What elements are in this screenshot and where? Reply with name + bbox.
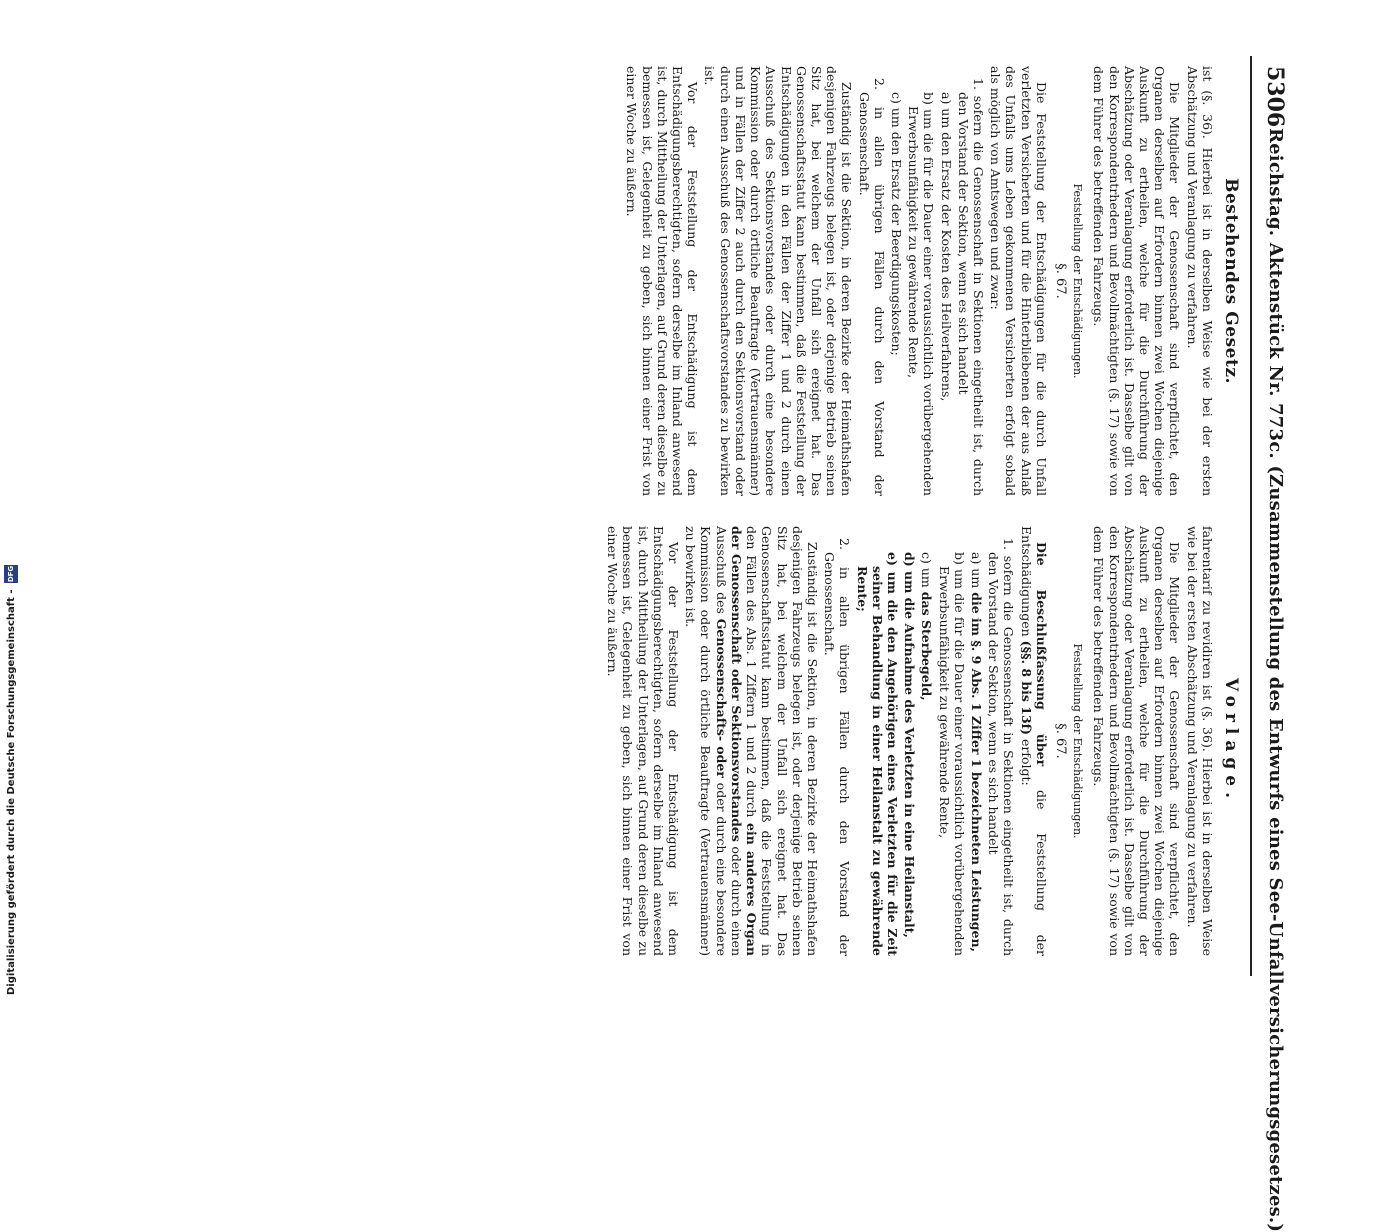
- credit-line: [2, 565, 22, 995]
- list-item: c) um den Ersatz der Beerdigungskosten;: [888, 92, 904, 356]
- list-item: 1. sofern die Genossenschaft in Sektionen eingetheilt ist, durch den Vorstand der Sektion, wenn es sich handelt: [986, 538, 1017, 956]
- header-rule: [1250, 56, 1252, 976]
- list-item: 1. sofern die Genossenschaft in Sektionen eingetheilt ist, durch den Vorstand der Sektion, wenn es sich handelt: [955, 78, 986, 496]
- paragraph: Die Mitglieder der Genossenschaft sind verpflichtet, den Organen derselben auf Erfordern binnen zwei Wochen diejenige Auskunft zu ertheilen, welche für die Durchführung der Abschätzung oder Veranlagung erforderlich ist. Dasselbe gilt von den Korrespondentrhedern und Bevollmächtigten (§. 17) sowie von dem Führer des betreffenden Fahrzeugs.: [1091, 66, 1183, 496]
- page-number: 5306: [1262, 66, 1288, 128]
- section-number: §. 67.: [1052, 263, 1068, 299]
- subheading: Feststellung der Entschädigungen.: [1071, 183, 1085, 379]
- section-number: §. 67.: [1052, 723, 1068, 759]
- list-item: [919, 526, 934, 956]
- list-item: e) um die den Angehörigen eines Verletzten für die Zeit seiner Behandlung in einer Heilanstalt zu gewährende Rente;: [854, 552, 900, 956]
- dfg-logo-icon: DFG: [4, 565, 18, 583]
- paragraph: Vor der Feststellung der Entschädigung ist dem Entschädigungsberechtigten, sofern derselbe im Inland anwesend ist, durch Mittheilung der Unterlagen, auf Grund deren dieselbe zu bemessen ist, Gelegenheit zu geben, sich binnen einer Frist von einer Woche zu äußern.: [605, 526, 682, 956]
- column-existing-law: [362, 66, 1242, 496]
- text: c) um: [919, 552, 935, 588]
- text: a) um: [968, 552, 984, 589]
- bold-text: Die Beschlußfassung über: [1033, 542, 1049, 767]
- paragraph: [683, 526, 820, 956]
- bold-text: das Sterbegeld,: [919, 591, 935, 701]
- rotated-page: [358, 56, 1298, 1232]
- text: die Feststellung der Entschädigungen: [1018, 526, 1049, 956]
- column-proposal: [362, 526, 1242, 956]
- paragraph: Zuständig ist die Sektion, in deren Bezirke der Heimathshafen desjenigen Fahrzeugs belegen ist, oder derjenige Betrieb seinen Sitz hat, bei welchem der Unfall sich ereignet hat. Das Genossenschaftsstatut kann bestimmen, daß die Feststellung der Entschädigungen in den Fällen der Ziffer 1 und 2 durch einen Ausschuß des Sektionsvorstandes oder durch eine besondere Kommission oder durch örtliche Beauftragte (Vertrauensmänner) und in Fällen der Ziffer 2 auch durch den Sektionsvorstand oder durch einen Ausschuß des Genossenschaftsvorstandes zu bewirken ist.: [702, 66, 855, 496]
- list-item: [969, 526, 984, 956]
- text: oder durch eine besondere Kommission oder durch örtliche Beauftragte (Vertrauensmänner) zu bewirken ist.: [683, 526, 729, 956]
- text: Zuständig ist die Sektion, in deren Bezirke der Heimathshafen desjenigen Fahrzeugs belegen ist, oder derjenige Betrieb seinen Sitz hat, bei welchem der Unfall sich ereignet hat. Das Genossenschaftsstatut kann bestimmen, daß die Feststellung in den Fällen des Abs. 1 Ziffern 1 und 2 durch: [744, 526, 820, 956]
- list-item: 2. in allen übrigen Fällen durch den Vorstand der Genossenschaft.: [856, 78, 887, 496]
- page-content: [358, 56, 1298, 1232]
- text: erfolgt:: [1018, 738, 1034, 786]
- list-item: b) um die für die Dauer einer voraussichtlich vorübergehenden Erwerbsunfähigkeit zu gewährende Rente,: [906, 92, 937, 496]
- bold-text: Genossenschafts- oder: [713, 618, 729, 778]
- column-heading: Bestehendes Gesetz.: [1221, 178, 1241, 384]
- list-item: 2. in allen übrigen Fällen durch den Vorstand der Genossenschaft.: [822, 538, 853, 956]
- column-heading: Vorlage.: [1221, 677, 1241, 805]
- list-item: d) um die Aufnahme des Verletzten in eine Heilanstalt,: [902, 552, 918, 938]
- credit-text: Digitalisierung gefördert durch die Deutsche Forschungsgemeinschaft -: [6, 589, 17, 995]
- digitization-credit: [2, 565, 22, 995]
- bold-text: ein anderes Organ der Genossenschaft oder Sektionsvorstandes: [728, 526, 760, 956]
- bold-text: die im §. 9 Abs. 1 Ziffer 1 bezeichneten Leistungen,: [968, 592, 984, 952]
- paragraph: Die Mitglieder der Genossenschaft sind verpflichtet, den Organen derselben auf Erfordern binnen zwei Wochen diejenige Auskunft zu ertheilen, welche für die Durchführung der Abschätzung oder Veranlagung erforderlich ist. Dasselbe gilt von den Korrespondentrhedern und Bevollmächtigten (§. 17) sowie von dem Führer des betreffenden Fahrzeugs.: [1091, 526, 1183, 956]
- paragraph: ist (§. 36). Hierbei ist in derselben Weise wie bei der ersten Abschätzung und Veranlagung zu verfahren.: [1184, 66, 1215, 496]
- text: oder durch einen Ausschuß des: [713, 526, 744, 956]
- paragraph: fahrentarif zu revidiren ist (§. 36). Hierbei ist in derselben Weise wie bei der ersten Abschätzung und Veranlagung zu verfahren.: [1184, 526, 1215, 956]
- bold-text: (§§. 8 bis 13f): [1018, 640, 1034, 735]
- paragraph: [1018, 526, 1048, 956]
- list-item: a) um den Ersatz der Kosten des Heilverfahrens,: [938, 92, 954, 402]
- paragraph: Vor der Feststellung der Entschädigung ist dem Entschädigungsberechtigten, sofern derselbe im Inland anwesend ist, durch Mittheilung der Unterlagen, auf Grund deren dieselbe zu bemessen ist, Gelegenheit zu geben, sich binnen einer Frist von einer Woche zu äußern.: [624, 66, 701, 496]
- paragraph: Die Feststellung der Entschädigungen für die durch Unfall verletzten Versicherten und für die Hinterbliebenen der aus Anlaß des Unfalls ums Leben gekommenen Versicherten erfolgt sobald als möglich von Amtswegen und zwar:: [988, 66, 1049, 496]
- list-item: b) um die für die Dauer einer voraussichtlich vorübergehenden Erwerbsunfähigkeit zu gewährende Rente,: [936, 552, 967, 956]
- running-title: Reichstag. Aktenstück Nr. 773c. (Zusammenstellung des Entwurfs eines See-Unfallversicherungsgesetzes.): [1265, 128, 1286, 1232]
- subheading: Feststellung der Entschädigungen.: [1071, 643, 1085, 839]
- page-header: [1252, 66, 1292, 1232]
